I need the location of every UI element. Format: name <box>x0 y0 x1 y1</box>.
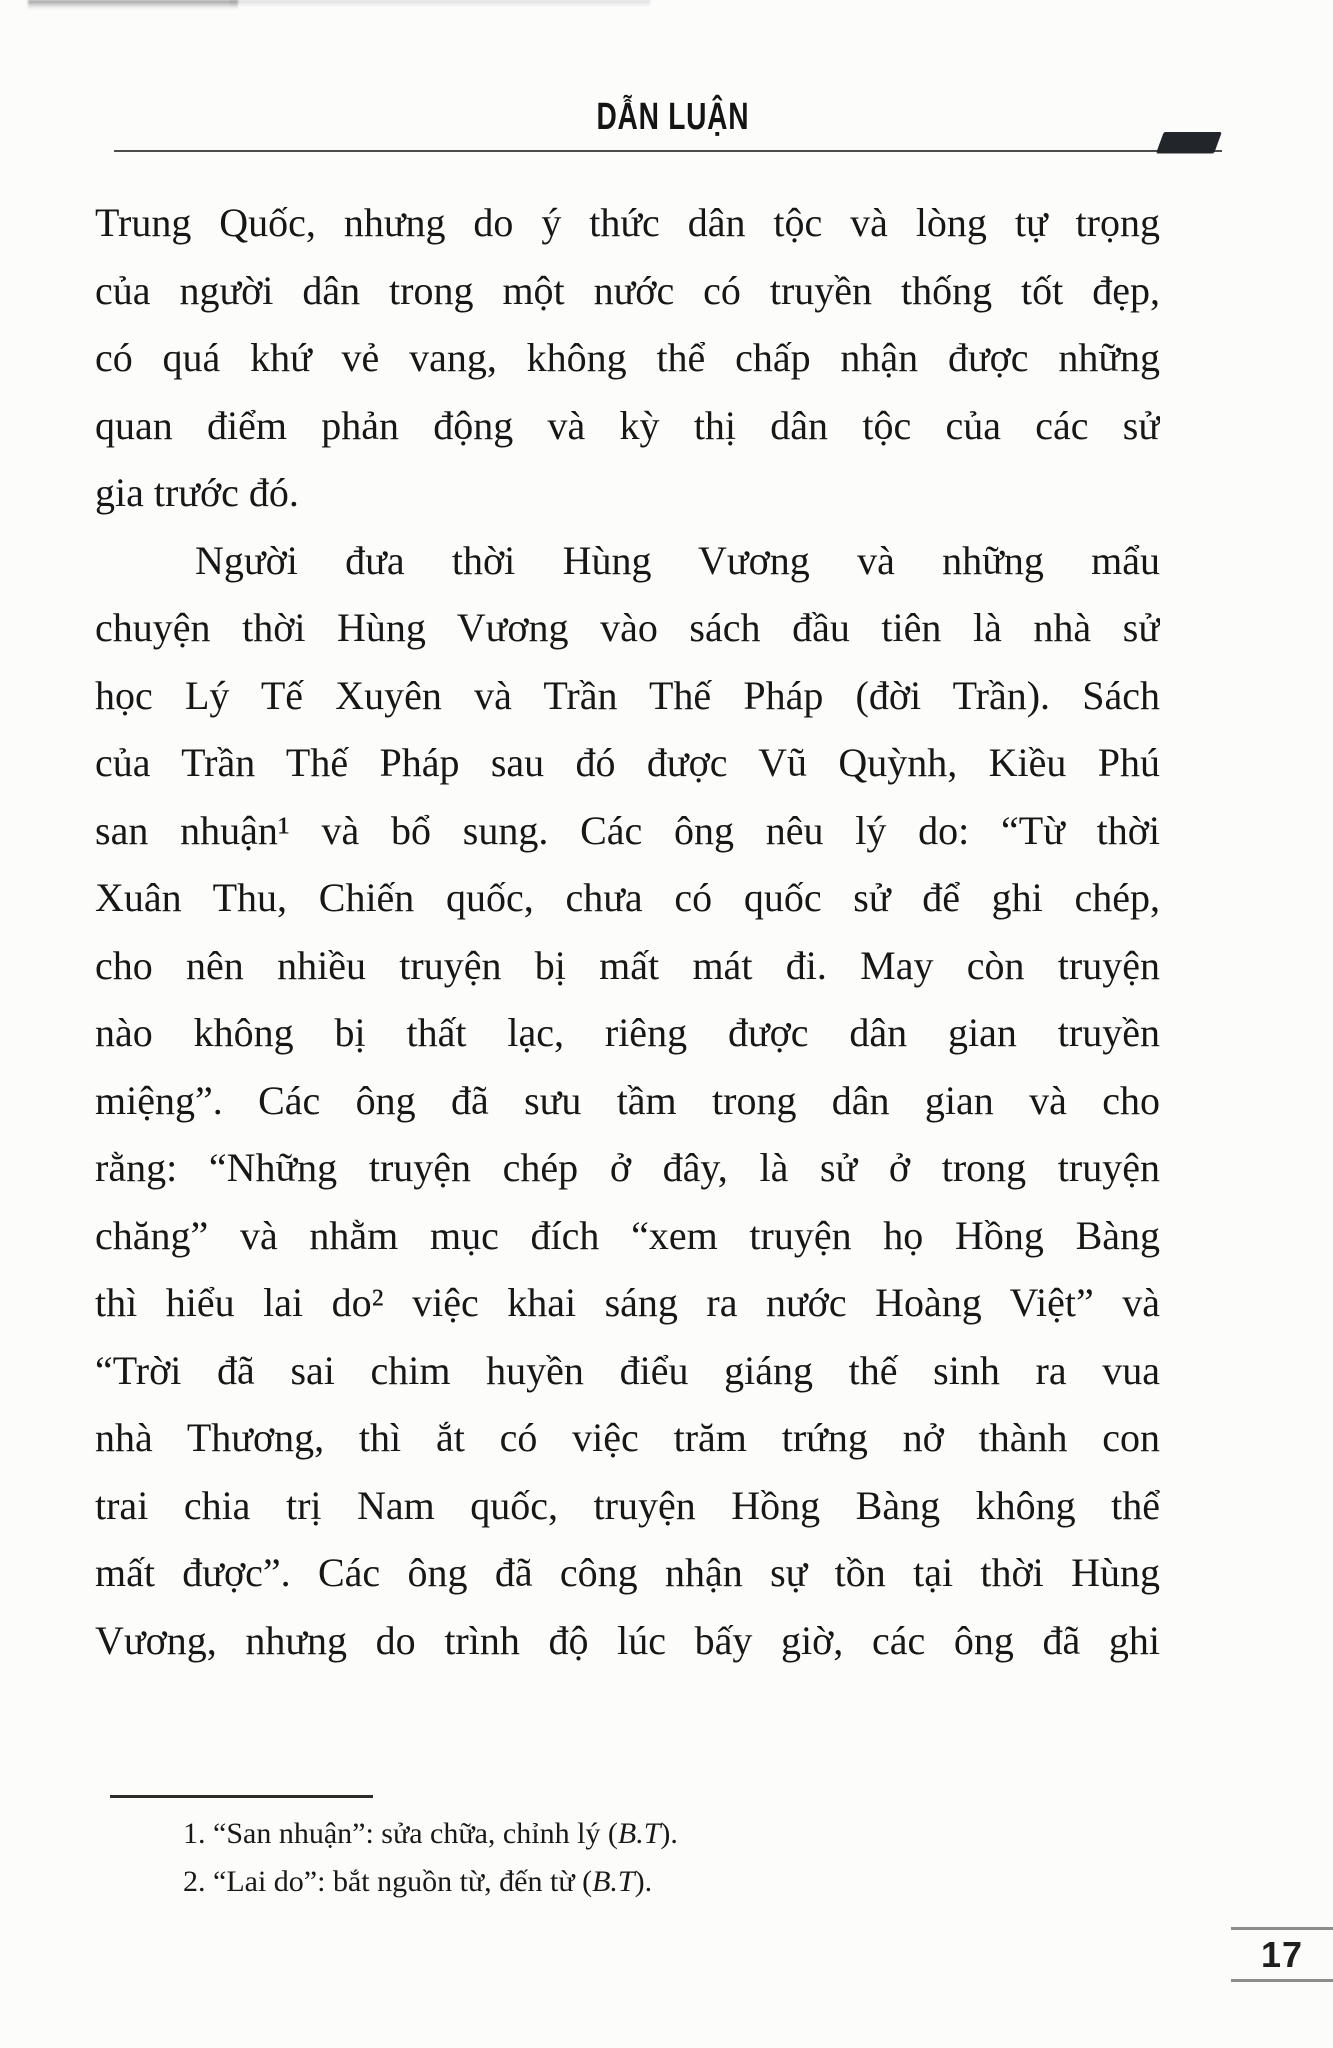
body-line: “Trời đã sai chim huyền điểu giáng thế sinh ra vua <box>95 1347 1160 1393</box>
footnote-2 <box>183 1858 1083 1906</box>
footnote-separator <box>110 1795 373 1798</box>
body-line: Xuân Thu, Chiến quốc, chưa có quốc sử để ghi chép, <box>95 875 1160 920</box>
footnotes <box>183 1810 1083 1906</box>
body-line: của người dân trong một nước có truyền thống tốt đẹp, <box>95 267 1160 313</box>
footnote-text-end: ). <box>634 1865 653 1898</box>
body-line: chăng” và nhằm mục đích “xem truyện họ Hồng Bàng <box>95 1212 1160 1258</box>
body-line: cho nên nhiều truyện bị mất mát đi. May còn truyện <box>95 942 1160 988</box>
body-line: miệng”. Các ông đã sưu tầm trong dân gian và cho <box>95 1077 1160 1123</box>
footnote-bt-abbrev: B.T <box>592 1865 635 1898</box>
footnote-text: 1. “San nhuận”: sửa chữa, chỉnh lý ( <box>183 1817 618 1850</box>
chapter-header <box>0 96 1333 139</box>
body-line: quan điểm phản động và kỳ thị dân tộc của các sử <box>95 402 1160 448</box>
scan-smudge-light <box>230 0 650 7</box>
body-line: mất được”. Các ông đã công nhận sự tồn tại thời Hùng <box>95 1550 1160 1595</box>
body-line: Trung Quốc, nhưng do ý thức dân tộc và lòng tự trọng <box>95 200 1160 245</box>
page-number: 17 <box>1260 1934 1304 1975</box>
body-line: rằng: “Những truyện chép ở đây, là sử ở trong truyện <box>95 1145 1160 1190</box>
body-line: học Lý Tế Xuyên và Trần Thế Pháp (đời Trần). Sách <box>95 672 1160 718</box>
body-line: Vương, nhưng do trình độ lúc bấy giờ, các ông đã ghi <box>95 1617 1160 1663</box>
body-line: trai chia trị Nam quốc, truyện Hồng Bàng không thể <box>95 1482 1160 1528</box>
body-line: chuyện thời Hùng Vương vào sách đầu tiên là nhà sử <box>95 605 1160 650</box>
body-line: thì hiểu lai do² việc khai sáng ra nước Hoàng Việt” và <box>95 1280 1160 1325</box>
body-line: nhà Thương, thì ắt có việc trăm trứng nở thành con <box>95 1415 1160 1460</box>
chapter-title: DẪN LUẬN <box>596 96 750 138</box>
footnote-text-end: ). <box>660 1817 678 1850</box>
body-line: của Trần Thế Pháp sau đó được Vũ Quỳnh, Kiều Phú <box>95 740 1160 785</box>
body-line: có quá khứ vẻ vang, không thể chấp nhận được những <box>95 335 1160 380</box>
footnote-bt-abbrev: B.T <box>617 1817 661 1850</box>
footnote-1 <box>183 1810 1083 1858</box>
header-rule <box>114 150 1222 152</box>
page-number-block <box>1231 1927 1333 1982</box>
body-line-paragraph-start: Người đưa thời Hùng Vương và những mẩu <box>195 537 1160 583</box>
body-line-paragraph-end: gia trước đó. <box>95 470 299 515</box>
scan-smudge <box>28 0 238 10</box>
ink-mark <box>1156 132 1222 153</box>
footnote-text: 2. “Lai do”: bắt nguồn từ, đến từ ( <box>183 1865 593 1898</box>
body-line: san nhuận¹ và bổ sung. Các ông nêu lý do: “Từ thời <box>95 807 1160 853</box>
body-line: nào không bị thất lạc, riêng được dân gian truyền <box>95 1010 1160 1055</box>
body-text <box>95 189 1160 1674</box>
